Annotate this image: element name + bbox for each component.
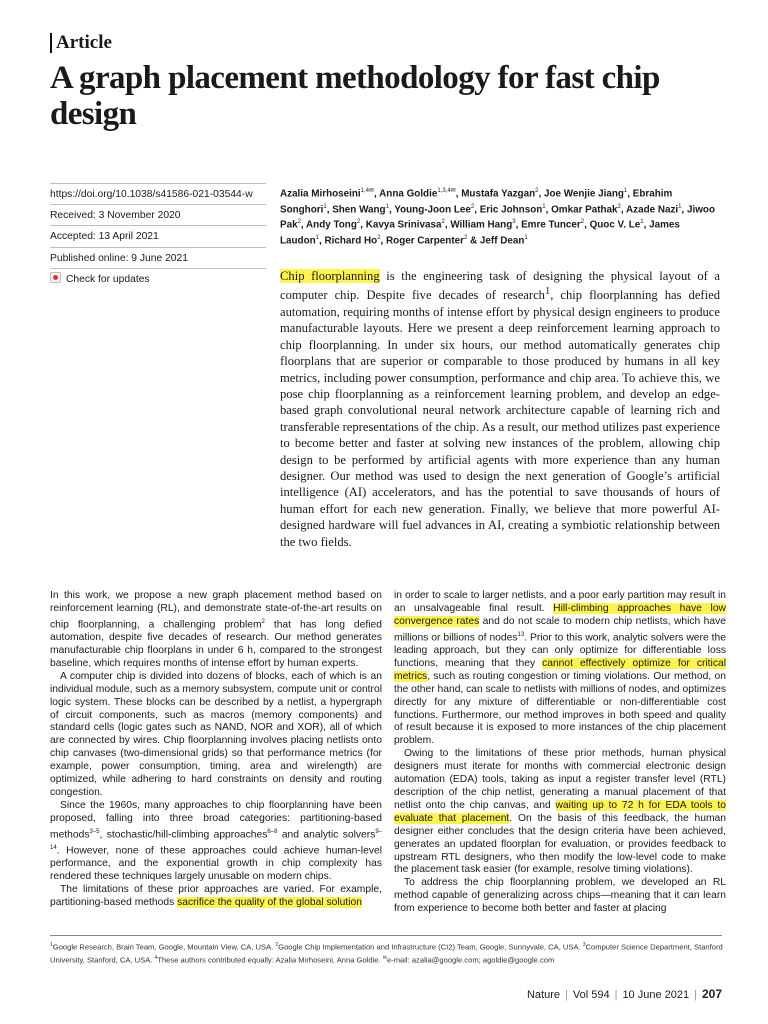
page-footer: Nature | Vol 594 | 10 June 2021 | 207 [526, 987, 722, 1001]
author-name: James Laudon [280, 219, 680, 246]
doi-link[interactable]: https://doi.org/10.1038/s41586-021-03544-w [50, 183, 266, 205]
body-paragraph [50, 671, 382, 800]
text-run: e-mail: azalia@google.com; agoldie@google.com [386, 955, 555, 965]
journal-volume: Vol 594 [572, 989, 610, 1001]
citation-superscript: 3 [582, 942, 586, 948]
highlighted-text: Chip floorplanning [280, 269, 380, 283]
text-run: Computer Science Department, Stanford University, Stanford, CA, USA. [50, 942, 723, 965]
author-name: Shen Wang [332, 203, 386, 215]
author-name: Azade Nazi [626, 203, 679, 215]
author-name: Mustafa Yazgan [461, 188, 536, 200]
highlighted-text: Hill-climbing approaches have low convergence rates [394, 602, 726, 627]
abstract [280, 268, 720, 550]
check-for-updates-label: Check for updates [66, 274, 150, 285]
author-name: Andy Tong [306, 219, 357, 231]
text-run: These authors contributed equally: Azalia Mirhoseini, Anna Goldie. [157, 955, 383, 965]
journal-name: Nature [526, 989, 561, 1001]
affiliations [50, 940, 730, 965]
text-run: . Prior to this work, analytic solvers were the leading approach, but they can only optimize for differentiable loss functions, meaning that they [394, 632, 726, 669]
body-paragraph [50, 884, 382, 910]
author-affiliation-mark: 1 [678, 203, 682, 210]
author-name: Ebrahim Songhori [280, 188, 673, 215]
text-run: in order to scale to larger netlists, and a poor early partition may result in an unsalvageable final result. [394, 590, 726, 614]
author-affiliation-mark: 2 [580, 219, 585, 225]
author-name: Joe Wenjie Jiang [543, 188, 624, 200]
author-affiliation-mark: 2 [441, 219, 445, 225]
author-name: Quoc V. Le [589, 219, 641, 231]
author-name: Richard Ho [324, 234, 378, 246]
check-for-updates-icon [50, 272, 61, 283]
author-affiliation-mark: 1 [385, 203, 389, 210]
author-name: Azalia Mirhoseini [280, 188, 361, 200]
citation-superscript: 4 [154, 954, 158, 961]
text-run: , stochastic/hill-climbing approaches [99, 829, 268, 841]
author-affiliation-mark: 1 [542, 203, 546, 210]
text-run: and analytic solvers [277, 829, 376, 841]
author-name: Jeff Dean [479, 234, 525, 246]
author-name: Roger Carpenter [386, 234, 464, 246]
author-affiliation-mark: 3 [512, 219, 516, 225]
published-date: Published online: 9 June 2021 [50, 248, 266, 270]
citation-superscript: 2 [275, 942, 279, 948]
accepted-date: Accepted: 13 April 2021 [50, 226, 266, 248]
text-run: , such as routing congestion or timing violations. Our method, on the other hand, can scale to netlists with millions of nodes, and optimizes directly for any mixture of differentiable or non-differentiable cost functions. Furthermore, our method improves in both speed and quality of result because it is exposed to more instances of the chip placement problem. [394, 670, 726, 747]
text-run: Google Chip Implementation and Infrastructure (CI2) Team, Google, Sunnyvale, CA, USA. [278, 942, 583, 952]
author-affiliation-mark: 2 [356, 219, 361, 225]
citation-superscript: 6–8 [267, 828, 278, 835]
text-run: In this work, we propose a new graph placement method based on reinforcement learning (RL), and demonstrate state-of-the-art results on chip floorplanning, a challenging problem [50, 590, 382, 631]
author-name: Omkar Pathak [551, 203, 618, 215]
author-affiliation-mark: 1 [524, 234, 528, 241]
check-for-updates-button[interactable] [50, 269, 266, 291]
body-column-right [394, 590, 726, 916]
author-affiliation-mark: 1,3,4✉ [437, 188, 456, 194]
citation-superscript: 1 [544, 286, 551, 298]
author-affiliation-mark: 2 [617, 203, 621, 210]
author-affiliation-mark: 1 [640, 219, 644, 225]
author-affiliation-mark: 1,4✉ [360, 188, 375, 194]
body-paragraph [50, 590, 382, 671]
citation-superscript: ✉ [382, 954, 387, 961]
body-paragraph [50, 800, 382, 884]
text-run: To address the chip floorplanning problem, we developed an RL method capable of generalizing across chips—meaning that it can learn from experience to become both better and faster at placing [394, 877, 726, 915]
author-affiliation-mark: 2 [377, 234, 381, 241]
author-affiliation-mark: 2 [535, 188, 539, 194]
text-run: Owing to the limitations of these prior methods, human physical designers must iterate for months with commercial electronic design automation (EDA) tools, taking as input a register transfer level (RTL) description of the chip netlist, generating a manual placement of that netlist onto the chip canvas, and [394, 748, 726, 811]
text-run: , chip floorplanning has defied automation, requiring months of intense effort by physical design engineers to produce manufacturable layouts. Here we present a deep reinforcement learning approach to chip floorplanning. In under six hours, our method automatically generates chip floorplans that are superior or comparable to those produced by humans in all key metrics, including power consumption, performance and chip area. To achieve this, we pose chip floorplanning as a reinforcement learning problem, and develop an edge-based graph convolutional neural network architecture capable of learning rich and transferable representations of the chip. As a result, our method utilizes past experience to become better and faster at solving new instances of the problem, allowing chip design to be performed by artificial agents with more experience than any human designer. Our method was used to design the next generation of Google’s artificial intelligence (AI) accelerators, and has the potential to save thousands of hours of human effort for each new generation. Finally, we believe that more powerful AI-designed hardware will fuel advances in AI, creating a symbiotic relationship between the two fields. [280, 288, 720, 549]
author-affiliation-mark: 2 [463, 234, 468, 241]
author-affiliation-mark: 2 [297, 219, 301, 225]
author-name: Kavya Srinivasa [365, 219, 442, 231]
author-name: Eric Johnson [479, 203, 543, 215]
citation-superscript: 3–5 [89, 828, 100, 835]
citation-superscript: 2 [261, 618, 265, 625]
highlighted-text: cannot effectively optimize for critical metrics [394, 657, 726, 682]
body-paragraph [394, 748, 726, 877]
author-affiliation-mark: 1 [315, 234, 319, 241]
article-metadata [50, 183, 266, 291]
citation-superscript: 13 [517, 631, 525, 638]
citation-superscript: 9–14 [50, 828, 382, 852]
text-run: and do not scale to modern chip netlists, which have millions or billions of nodes [394, 615, 726, 644]
text-run: Google Research, Brain Team, Google, Mountain View, CA, USA. [52, 942, 276, 952]
author-affiliation-mark: 2 [470, 203, 475, 210]
received-date: Received: 3 November 2020 [50, 205, 266, 227]
text-run: The limitations of these prior approaches are varied. For example, partitioning-based methods [50, 884, 382, 909]
text-run: . On the basis of this feedback, the human designer either concludes that the design criteria have been achieved, generates an updated floorplan for evaluation, or provides feedback to upstream RTL designers, who then modify the low-level code to make the placement task easier (for example, resolve timing violations). [394, 812, 726, 876]
highlighted-text: sacrifice the quality of the global solution [177, 897, 362, 909]
text-run: that has long defied automation, despite five decades of research. Our method generates manufacturable chip floorplans in under 6 h, compared to the strongest baseline, which requires months of intense effort by human experts. [50, 619, 382, 669]
text-run: A computer chip is divided into dozens of blocks, each of which is an individual module, such as a memory subsystem, compute unit or control logic system. These blocks can be described by a netlist, a hypergraph of circuit components, such as macros (memory components) and standard cells (logic gates such as NAND, NOR and XOR), all of which are connected by wires. Chip floorplanning involves placing netlists onto chip canvases (two-dimensional grids) so that performance metrics (for example, power consumption, timing, area and wirelength) are optimized, while adhering to hard constraints on density and routing congestion. [50, 670, 382, 799]
highlighted-text: waiting up to 72 h for EDA tools to evaluate that placement [394, 799, 726, 824]
citation-superscript: 1 [50, 942, 53, 948]
page-number: 207 [701, 987, 722, 1001]
author-name: Young-Joon Lee [394, 203, 471, 215]
article-title: A graph placement methodology for fast chip design [50, 60, 660, 132]
header-rule [50, 33, 52, 53]
text-run: . However, none of these approaches could achieve human-level performance, and the exponential growth in chip complexity has rendered these techniques largely unusable on modern chips. [50, 845, 382, 883]
author-name: William Hang [450, 219, 513, 231]
author-name: Jiwoo Pak [280, 203, 715, 231]
text-run: is the engineering task of designing the physical layout of a computer chip. Despite five decades of research [280, 269, 720, 303]
footnote-rule [50, 935, 722, 936]
author-name: Anna Goldie [379, 188, 438, 200]
issue-date: 10 June 2021 [622, 989, 690, 1001]
article-type-label: Article [56, 32, 112, 53]
author-affiliation-mark: 1 [623, 188, 628, 194]
body-paragraph [394, 590, 726, 748]
author-name: Emre Tuncer [521, 219, 581, 231]
body-column-left [50, 590, 382, 910]
text-run: Since the 1960s, many approaches to chip floorplanning have been proposed, falling into three broad categories: partitioning-based methods [50, 799, 382, 841]
body-paragraph [394, 877, 726, 916]
author-affiliation-mark: 1 [323, 203, 327, 210]
author-list: Azalia Mirhoseini$^{1,4✉}$, Anna Goldie$^{1,3,4✉}$, Mustafa Yazgan$^2$, Joe Wenjie Jiang$^1$, Ebrahim Songhori$^1$, Shen Wang$^1$, Young-Joon Lee$^2$, Eric Johnson$^1$, Omkar Pathak$^2$, Azade Nazi$^1$, Jiwoo Pak$^2$, Andy Tong$^2$, Kavya Srinivasa$^2$, William Hang$^3$, Emre Tuncer$^2$, Quoc V. Le$^1$, James Laudon$^1$, Richard Ho$^2$, Roger Carpenter$^2$ & Jeff Dean$^1$ [280, 188, 715, 246]
